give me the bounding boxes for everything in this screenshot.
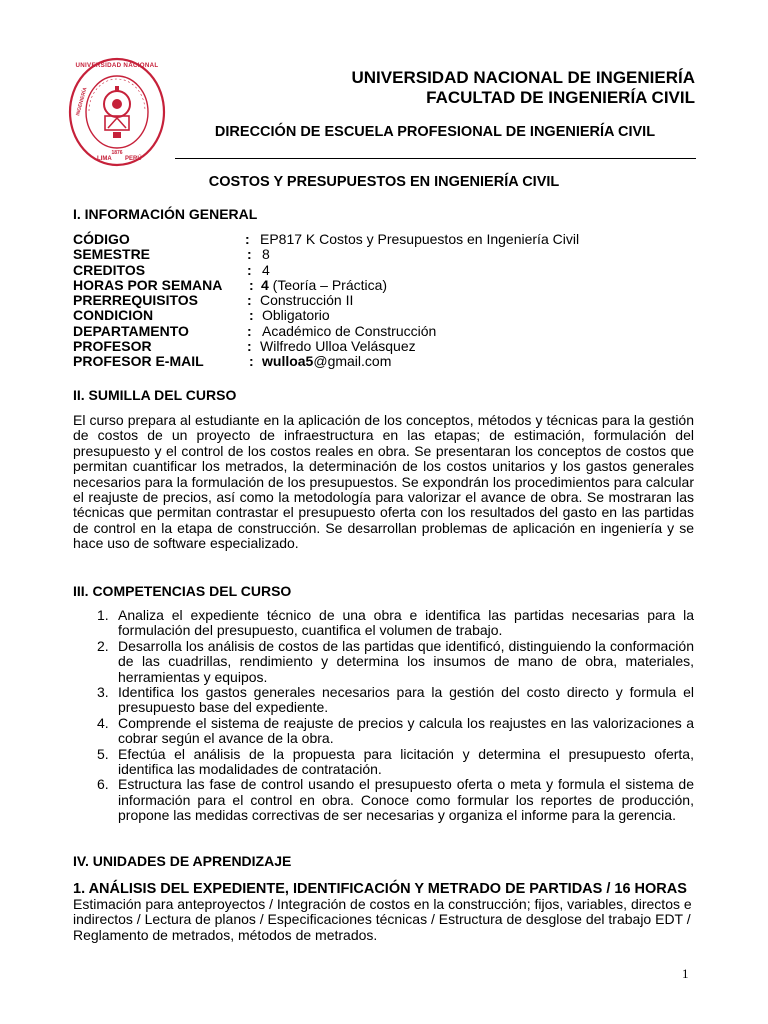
info-value-rest: (Teoría – Práctica): [268, 276, 388, 293]
university-name: UNIVERSIDAD NACIONAL DE INGENIERÍA: [351, 68, 695, 87]
info-value: Construcción II: [260, 292, 354, 309]
section-heading-competencies: III. COMPETENCIAS DEL CURSO: [73, 583, 292, 599]
page-number: 1: [682, 966, 689, 981]
list-item: [73, 608, 694, 639]
info-key: DEPARTAMENTO: [73, 322, 189, 339]
info-key: PROFESOR E-MAIL: [73, 353, 204, 370]
list-item-text: Estructura las fase de control usando el presupuesto oferta o meta y formula el sistema de información para el control en obra. Conoce como formular los reportes de producción, propone las medidas correctivas de ser necesarias y organiza el informe para la gerencia.: [118, 776, 694, 824]
info-key: HORAS POR SEMANA: [73, 276, 223, 293]
list-item-number: 5.: [97, 745, 109, 762]
email-user: wulloa5: [262, 353, 314, 370]
info-value: Obligatorio: [262, 307, 330, 324]
info-key: CREDITOS: [73, 261, 146, 278]
info-separator: :: [247, 338, 252, 355]
info-separator: :: [247, 292, 252, 309]
list-item-text: Comprende el sistema de reajuste de precios y calcula los reajustes en las valorizaciones a cobrar según el avance de la obra.: [118, 714, 694, 747]
email-domain: @gmail.com: [313, 353, 392, 370]
info-key: SEMESTRE: [73, 246, 151, 263]
list-item: [73, 639, 694, 685]
list-item: [73, 747, 694, 778]
list-item: [73, 777, 694, 823]
course-title: COSTOS Y PRESUPUESTOS EN INGENIERÍA CIVIL: [208, 174, 560, 190]
info-key: CÓDIGO: [73, 231, 130, 247]
list-item: [73, 716, 694, 747]
svg-text:UNIVERSIDAD NACIONAL: UNIVERSIDAD NACIONAL: [75, 62, 159, 69]
info-value-bold: 4: [261, 276, 269, 293]
svg-text:PERÚ: PERÚ: [125, 156, 142, 162]
info-separator: :: [247, 261, 252, 278]
summary-paragraph: El curso prepara al estudiante en la aplicación de los conceptos, métodos y técnicas para la gestión de costos de un proyecto de infraestructura en las etapas; de estimación, formulación del presupuesto y el control de los costos reales en obra. Se presentaran los conceptos de costos que permitan cuantificar los metrados, la determinación de los costos unitarios y los gastos generales necesarios para la formulación de los presupuestos. Se expondrán los procedimientos para calcular el reajuste de precios, así como la metodología para valorizar el avance de obra. Se mostraran las técnicas que permitan contrastar el presupuesto oferta con los resultados del gasto en las partidas de control en la etapa de construcción. Se desarrollan problemas de aplicación en ingeniería y se hace uso de software especializado.: [73, 412, 694, 552]
info-separator: :: [249, 276, 254, 293]
list-item-text: Desarrolla los análisis de costos de las partidas que identificó, distinguiendo la conformación de las cuadrillas, rendimiento y determina los insumos de mano de obra, materiales, herramientas y equipos.: [118, 637, 694, 685]
info-value: 4: [262, 261, 270, 278]
list-item-number: 2.: [97, 637, 109, 654]
list-item-number: 4.: [97, 714, 109, 731]
info-value: EP817 K Costos y Presupuestos en Ingeniería Civil: [260, 231, 580, 247]
svg-text:LIMA: LIMA: [97, 156, 112, 162]
competencies-list: [73, 608, 694, 824]
svg-text:1876: 1876: [111, 150, 123, 156]
university-seal-logo: [67, 56, 167, 168]
faculty-name: FACULTAD DE INGENIERÍA CIVIL: [426, 88, 695, 107]
info-key: PRERREQUISITOS: [73, 292, 198, 309]
info-separator: :: [247, 322, 252, 339]
info-separator: :: [245, 231, 250, 247]
svg-text:INGENIERÍA: INGENIERÍA: [75, 86, 89, 117]
unit-1-heading: 1. ANÁLISIS DEL EXPEDIENTE, IDENTIFICACIÓN Y METRADO DE PARTIDAS / 16 HORAS: [73, 881, 687, 897]
list-item: [73, 685, 694, 716]
school-name: DIRECCIÓN DE ESCUELA PROFESIONAL DE INGENIERÍA CIVIL: [214, 124, 656, 140]
header-divider: [175, 158, 696, 159]
info-separator: :: [247, 246, 252, 263]
section-heading-learning-units: IV. UNIDADES DE APRENDIZAJE: [73, 853, 292, 869]
unit-1-description: Estimación para anteproyectos / Integración de costos en la construcción; fijos, variables, directos e indirectos / Lectura de planos / Especificaciones técnicas / Estructura de desglose del trabajo EDT / Reglamento de metrados, métodos de metrados.: [73, 896, 692, 943]
list-item-number: 6.: [97, 776, 109, 793]
list-item-number: 3.: [97, 684, 109, 701]
list-item-text: Efectúa el análisis de la propuesta para licitación y determina el presupuesto oferta, identifica las modalidades de contratación.: [118, 745, 694, 778]
info-key: PROFESOR: [73, 338, 152, 355]
list-item-number: 1.: [97, 607, 109, 623]
section-heading-general-info: I. INFORMACIÓN GENERAL: [73, 206, 258, 222]
info-value: 8: [262, 246, 270, 263]
info-key: CONDICION: [73, 307, 154, 324]
info-value: Wilfredo Ulloa Velásquez: [260, 338, 416, 355]
section-heading-summary: II. SUMILLA DEL CURSO: [73, 387, 237, 403]
info-value: [261, 278, 387, 293]
info-value: [262, 354, 391, 369]
info-separator: :: [249, 307, 254, 324]
list-item-text: Identifica los gastos generales necesarios para la gestión del costo directo y formula el presupuesto base del expediente.: [118, 684, 694, 716]
list-item-text: Analiza el expediente técnico de una obra e identifica las partidas necesarias para la formulación del presupuesto, cuantifica el volumen de trabajo.: [118, 607, 694, 639]
info-value: Académico de Construcción: [262, 322, 437, 339]
info-separator: :: [249, 353, 254, 370]
